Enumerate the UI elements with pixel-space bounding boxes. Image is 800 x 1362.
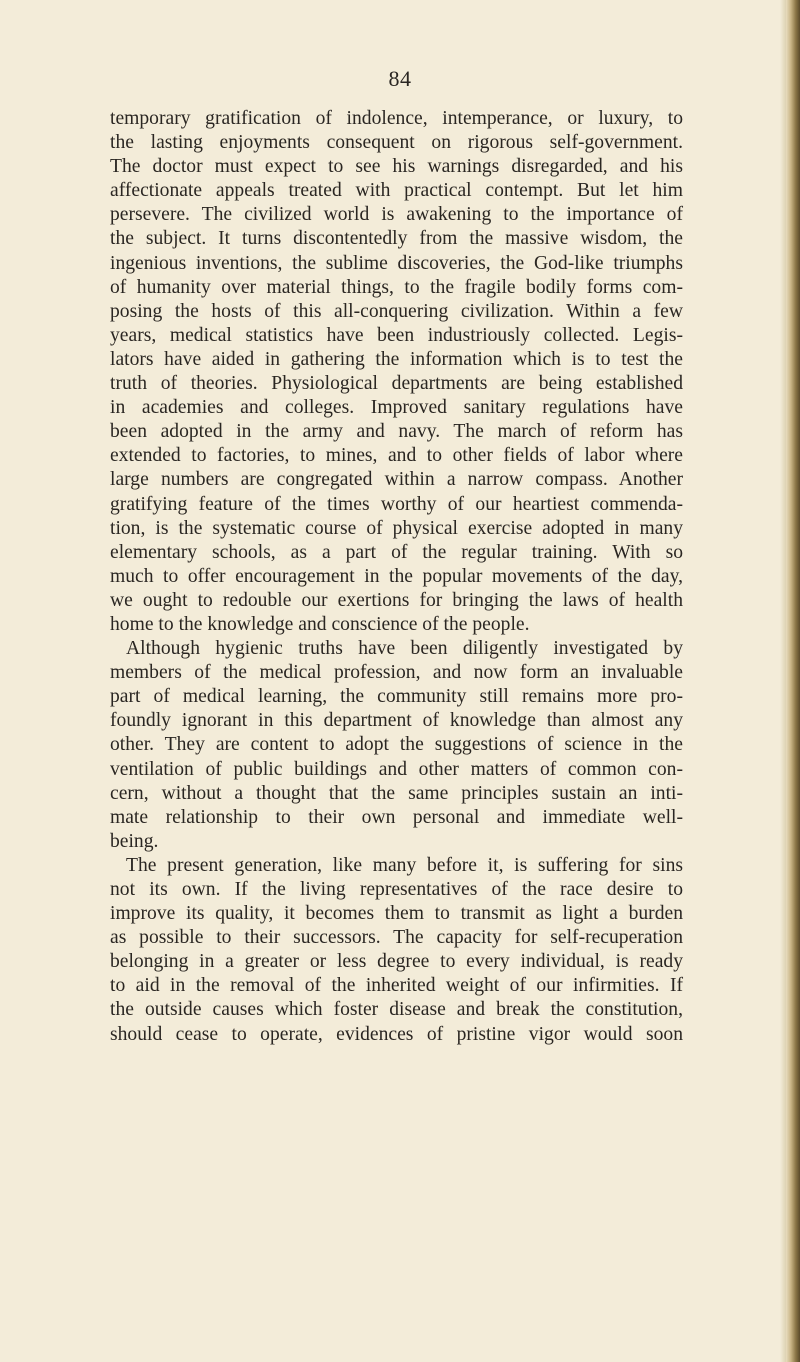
text-line: elementary schools, as a part of the regular training. With so: [110, 541, 683, 563]
text-line: much to offer encouragement in the popular movements of the day,: [110, 565, 683, 587]
text-line: affectionate appeals treated with practical contempt. But let him: [110, 180, 683, 202]
text-line: of humanity over material things, to the fragile bodily forms com-: [110, 276, 683, 298]
text-line: part of medical learning, the community still remains more pro-: [110, 686, 683, 708]
text-line: extended to factories, to mines, and to other fields of labor where: [110, 445, 683, 467]
text-line: gratifying feature of the times worthy of our heartiest commenda-: [110, 493, 683, 515]
text-line: cern, without a thought that the same principles sustain an inti-: [110, 782, 683, 804]
text-line: the outside causes which foster disease and break the constitution,: [110, 999, 683, 1021]
text-line: posing the hosts of this all-conquering civilization. Within a few: [110, 300, 683, 322]
text-line: The doctor must expect to see his warnings disregarded, and his: [110, 156, 683, 178]
text-line: temporary gratification of indolence, intemperance, or luxury, to: [110, 108, 683, 129]
text-line: tion, is the systematic course of physical exercise adopted in many: [110, 517, 683, 539]
text-line: should cease to operate, evidences of pristine vigor would soon: [110, 1023, 683, 1045]
text-line: as possible to their successors. The capacity for self-recuperation: [110, 927, 683, 949]
text-line: truth of theories. Physiological departments are being established: [110, 373, 683, 395]
text-line: mate relationship to their own personal and immediate well-: [110, 806, 683, 828]
text-line: we ought to redouble our exertions for bringing the laws of health: [110, 589, 683, 611]
page-number: 84: [388, 66, 412, 91]
text-line: Although hygienic truths have been diligently investigated by: [126, 638, 683, 660]
text-line: persevere. The civilized world is awakening to the importance of: [110, 204, 683, 226]
text-line: the subject. It turns discontentedly from the massive wisdom, the: [110, 228, 683, 250]
paragraph: [110, 637, 683, 854]
text-line: improve its quality, it becomes them to transmit as light a burden: [110, 903, 683, 925]
text-line: years, medical statistics have been industriously collected. Legis-: [110, 324, 683, 346]
text-line: members of the medical profession, and now form an invaluable: [110, 662, 683, 684]
text-line: home to the knowledge and conscience of the people.: [110, 613, 530, 635]
text-line: large numbers are congregated within a narrow compass. Another: [110, 469, 683, 491]
body-text: [110, 107, 683, 1047]
text-line: ventilation of public buildings and other matters of common con-: [110, 758, 683, 780]
text-line: not its own. If the living representatives of the race desire to: [110, 879, 683, 900]
text-line: The present generation, like many before it, is suffering for sins: [126, 854, 683, 876]
text-line: in academies and colleges. Improved sanitary regulations have: [110, 397, 683, 419]
text-line: ingenious inventions, the sublime discoveries, the God-like triumphs: [110, 252, 683, 274]
text-line: lators have aided in gathering the information which is to test the: [110, 348, 683, 370]
paragraph: [110, 854, 683, 1047]
text-line: other. They are content to adopt the suggestions of science in the: [110, 734, 683, 756]
page-edge: [786, 0, 800, 1362]
text-line: being.: [110, 830, 159, 852]
paragraph: [110, 107, 683, 637]
text-line: foundly ignorant in this department of knowledge than almost any: [110, 710, 683, 732]
text-line: belonging in a greater or less degree to every individual, is ready: [110, 951, 683, 973]
text-line: to aid in the removal of the inherited weight of our infirmities. If: [110, 975, 683, 997]
text-line: been adopted in the army and navy. The march of reform has: [110, 421, 683, 443]
text-line: the lasting enjoyments consequent on rigorous self-government.: [110, 132, 683, 154]
